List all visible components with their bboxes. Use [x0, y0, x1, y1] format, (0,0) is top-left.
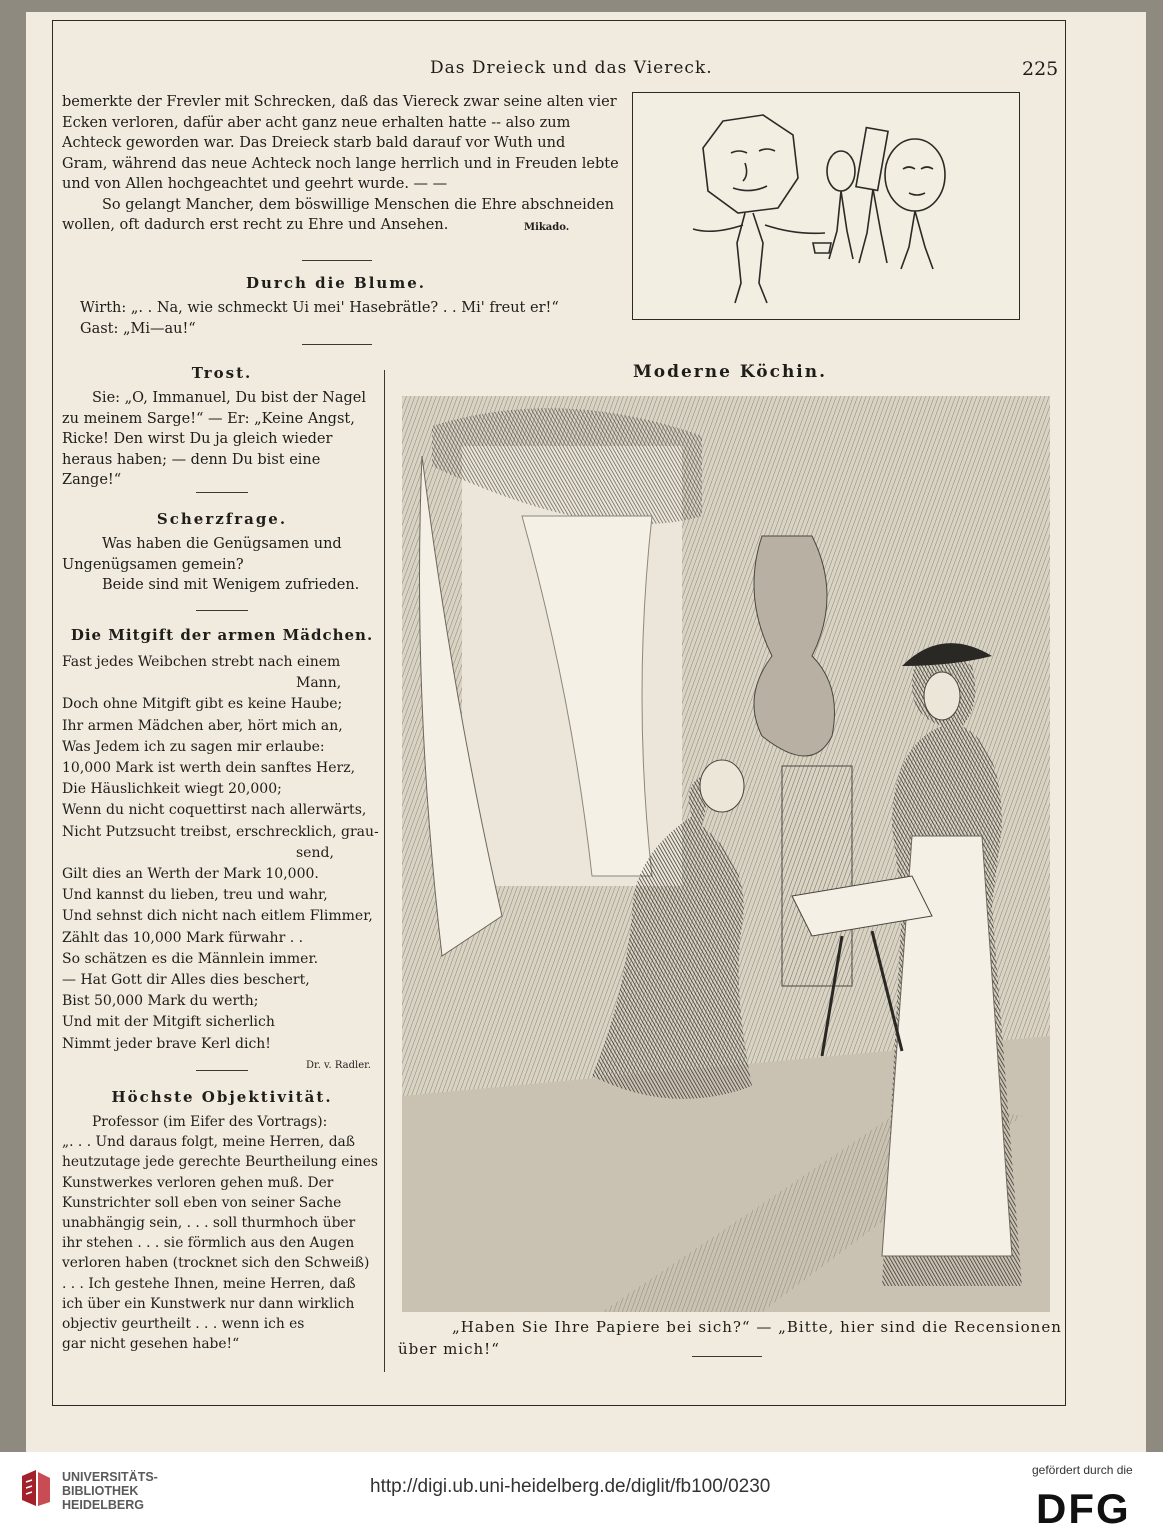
- text-line: zu meinem Sarge!“ — Er: „Keine Angst,: [62, 410, 355, 427]
- objektivitaet-text: [62, 1112, 380, 1354]
- text-line: objectiv geurtheilt . . . wenn ich es: [62, 1316, 305, 1333]
- text-line: Wirth: „. . Na, wie schmeckt Ui mei' Hasebrätle? . . Mi' freut er!“: [80, 300, 559, 316]
- text-line: verloren haben (trocknet sich den Schweiß): [62, 1255, 370, 1272]
- text-line: Sie: „O, Immanuel, Du bist der Nagel: [92, 390, 367, 406]
- text-line: Mann,: [296, 675, 342, 692]
- text-line: heutzutage jede gerechte Beurtheilung eines: [62, 1154, 378, 1171]
- library-line: UNIVERSITÄTS-: [62, 1470, 158, 1484]
- divider: [302, 344, 372, 345]
- divider: [692, 1356, 762, 1357]
- divider: [196, 610, 248, 611]
- heading-mitgift: Die Mitgift der armen Mädchen.: [70, 626, 374, 644]
- divider: [302, 260, 372, 261]
- text-line: Und sehnst dich nicht nach eitlem Flimmer,: [62, 908, 373, 925]
- text-line: — Hat Gott dir Alles dies beschert,: [62, 972, 310, 989]
- text-line: „. . . Und daraus folgt, meine Herren, daß: [62, 1134, 355, 1151]
- text-line: Die Häuslichkeit wiegt 20,000;: [62, 781, 282, 798]
- page-number: 225: [1022, 58, 1059, 80]
- text-line: ihr stehen . . . sie förmlich aus den Augen: [62, 1235, 355, 1252]
- heading-objektivitaet: Höchste Objektivität.: [111, 1088, 333, 1106]
- text-line: und von Allen hochgeachtet und geehrt wurde. — —: [62, 176, 448, 192]
- text-line: Beide sind mit Wenigem zufrieden.: [102, 577, 360, 593]
- text-line: Ecken verloren, dafür aber acht ganz neue erhalten hatte -- also zum: [62, 114, 571, 131]
- text-line: Professor (im Eifer des Vortrags):: [92, 1114, 328, 1130]
- text-line: Ihr armen Mädchen aber, hört mich an,: [62, 717, 343, 734]
- koechin-illustration: [402, 396, 1050, 1312]
- text-line: unabhängig sein, . . . soll thurmhoch über: [62, 1215, 356, 1232]
- permalink-url[interactable]: http://digi.ub.uni-heidelberg.de/diglit/fb100/0230: [370, 1476, 771, 1497]
- text-line: Gilt dies an Werth der Mark 10,000.: [62, 866, 319, 883]
- library-line: BIBLIOTHEK: [62, 1484, 139, 1498]
- text-line: Achteck geworden war. Das Dreieck starb bald darauf vor Wuth und: [62, 135, 566, 151]
- koechin-caption-line2: über mich!“: [398, 1340, 500, 1358]
- text-line: So gelangt Mancher, dem böswillige Menschen die Ehre abschneiden: [102, 196, 614, 213]
- dfg-logo: DFG: [1036, 1485, 1131, 1532]
- text-line: 10,000 Mark ist werth dein sanftes Herz,: [62, 760, 356, 777]
- text-line: So schätzen es die Männlein immer.: [62, 950, 319, 967]
- text-line: Ricke! Den wirst Du ja gleich wieder: [62, 431, 333, 447]
- text-line: Gram, während das neue Achteck noch lange herrlich und in Freuden lebte: [62, 155, 619, 172]
- text-line: Nimmt jeder brave Kerl dich!: [62, 1035, 271, 1052]
- durch-die-blume-text: [80, 298, 610, 339]
- divider: [196, 1070, 248, 1071]
- text-line: Wenn du nicht coquettirst nach allerwärts,: [62, 802, 367, 819]
- heading-moderne-koechin: Moderne Köchin.: [632, 362, 828, 382]
- heading-trost: Trost.: [191, 364, 253, 382]
- text-line: Fast jedes Weibchen strebt nach einem: [62, 654, 341, 670]
- text-line: heraus haben; — denn Du bist eine: [62, 451, 321, 468]
- text-line: Zählt das 10,000 Mark fürwahr . .: [62, 929, 304, 946]
- text-line: Zange!“: [62, 472, 122, 488]
- text-line: Was haben die Genügsamen und: [102, 536, 342, 552]
- text-line: send,: [296, 844, 334, 861]
- text-line: . . . Ich gestehe Ihnen, meine Herren, daß: [62, 1275, 356, 1292]
- trost-text: [62, 388, 380, 491]
- koechin-caption-line1: „Haben Sie Ihre Papiere bei sich?“ — „Bitte, hier sind die Recensionen: [452, 1318, 1062, 1336]
- heading-scherzfrage: Scherzfrage.: [156, 510, 288, 528]
- text-line: gar nicht gesehen habe!“: [62, 1336, 240, 1353]
- divider: [196, 492, 248, 493]
- text-line: Was Jedem ich zu sagen mir erlaube:: [62, 738, 325, 755]
- running-head: Das Dreieck und das Viereck.: [430, 58, 713, 78]
- text-line: Ungenügsamen gemein?: [62, 556, 244, 573]
- text-line: Gast: „Mi—au!“: [80, 320, 196, 337]
- text-line: Bist 50,000 Mark du werth;: [62, 993, 259, 1010]
- cartoon-box: [632, 92, 1020, 320]
- scherzfrage-text: [62, 534, 380, 596]
- text-line: Kunstrichter soll eben von seiner Sache: [62, 1194, 342, 1211]
- text-line: ich über ein Kunstwerk nur dann wirklich: [62, 1295, 355, 1312]
- library-name: [62, 1470, 158, 1512]
- text-line: Nicht Putzsucht treibst, erschrecklich, grau-: [62, 823, 379, 840]
- signature-mikado: Mikado.: [524, 222, 570, 233]
- cartoon-illustration: [633, 93, 1019, 319]
- text-line: bemerkte der Frevler mit Schrecken, daß das Viereck zwar seine alten vier: [62, 94, 617, 110]
- funded-by-label: gefördert durch die: [1032, 1463, 1133, 1477]
- text-line: Doch ohne Mitgift gibt es keine Haube;: [62, 696, 343, 713]
- text-line: Und mit der Mitgift sicherlich: [62, 1014, 275, 1031]
- signature-radler: Dr. v. Radler.: [306, 1060, 371, 1071]
- text-line: Kunstwerkes verloren gehen muß. Der: [62, 1174, 334, 1191]
- text-line: Und kannst du lieben, treu und wahr,: [62, 887, 328, 904]
- column-divider: [384, 370, 385, 1372]
- mitgift-poem: [62, 652, 380, 1055]
- story-end-text: [62, 92, 619, 236]
- library-logo-icon: [18, 1468, 54, 1512]
- library-line: HEIDELBERG: [62, 1498, 144, 1512]
- text-line: wollen, oft dadurch erst recht zu Ehre und Ansehen.: [62, 217, 449, 233]
- heading-durch-die-blume: Durch die Blume.: [246, 274, 426, 292]
